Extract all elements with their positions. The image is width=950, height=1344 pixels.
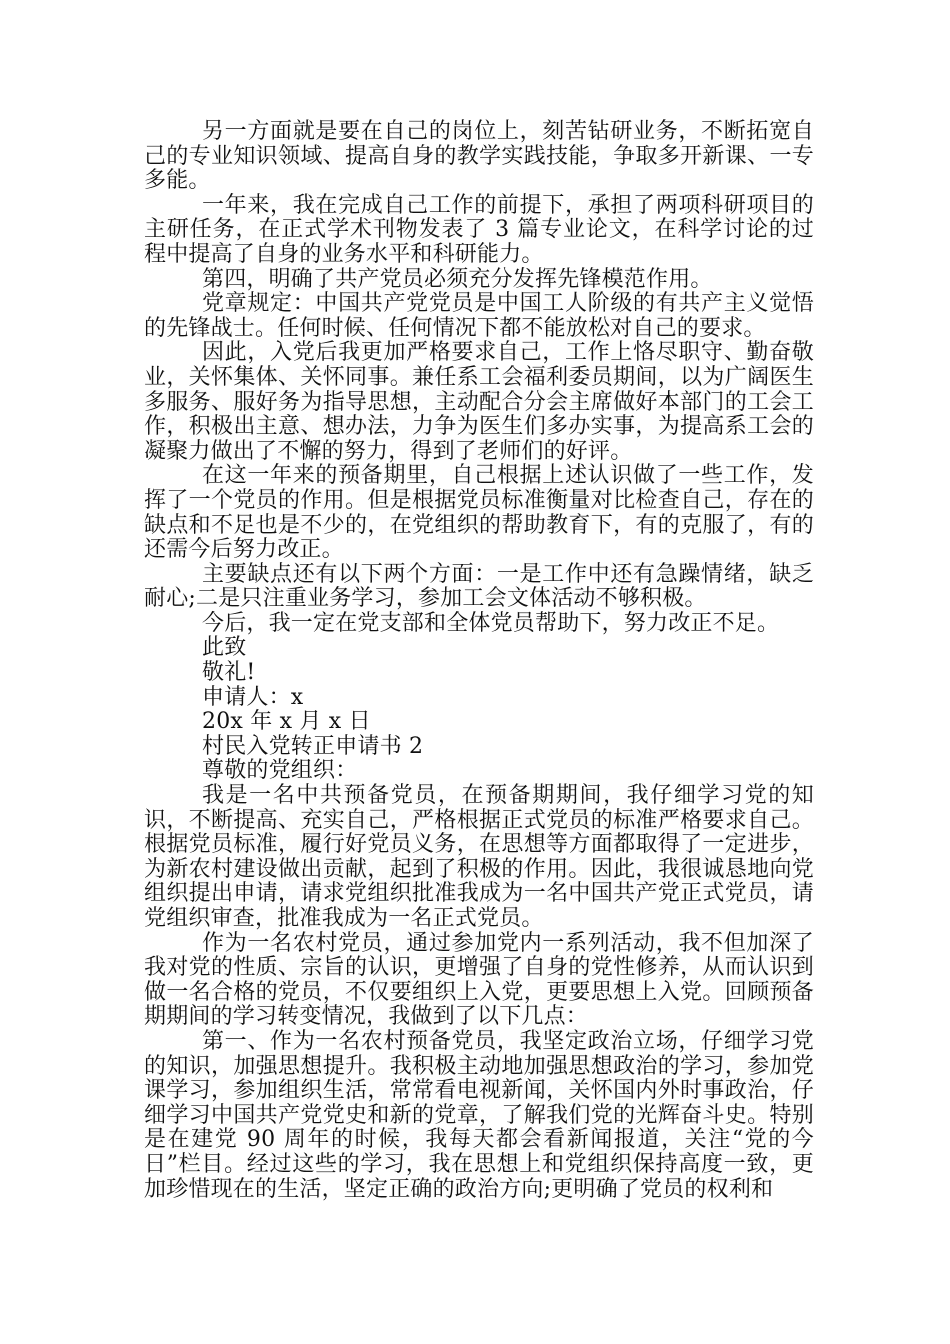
closing-line: 敬礼!	[202, 660, 256, 686]
paragraph-6: 在这一年来的预备期里，自己根据上述认识做了一些工作，发挥了一个党员的作用。但是根据党员标准衡量对比检查自己，存在的缺点和不足也是不少的，在党组织的帮助教育下，有的克服了，有的还需今后努力改正。	[144, 463, 814, 563]
paragraph-5: 因此，入党后我更加严格要求自己，工作上恪尽职守、勤奋敬业，关怀集体、关怀同事。兼任系工会福利委员期间，以为广阔医生多服务、服好务为指导思想，主动配合分会主席做好本部门的工会工作，积极出主意、想办法，力争为医生们多办实事，为提高系工会的凝聚力做出了不懈的努力，得到了老师们的好评。	[144, 340, 814, 464]
paragraph-3: 第四，明确了共产党员必须充分发挥先锋模范作用。	[202, 266, 713, 292]
paragraph-8: 今后，我一定在党支部和全体党员帮助下，努力改正不足。	[202, 610, 780, 636]
paragraph-11: 第一、作为一名农村预备党员，我坚定政治立场，仔细学习党的知识，加强思想提升。我积极主动地加强思想政治的学习，参加党课学习，参加组织生活，常常看电视新闻，关怀国内外时事政治，仔细学习中国共产党党史和新的党章，了解我们党的光辉奋斗史。特别是在建党 90 周年的时候，我每天都会看新闻报道，关注“党的今日”栏目。经过这些的学习，我在思想上和党组织保持高度一致，更加珍惜现在的生活，坚定正确的政治方向;更明确了党员的权利和	[144, 1028, 814, 1202]
paragraph-1: 另一方面就是要在自己的岗位上，刻苦钻研业务，不断拓宽自己的专业知识领域、提高自身的教学实践技能，争取多开新课、一专多能。	[144, 119, 814, 194]
applicant-line: 申请人：x	[202, 684, 304, 710]
document-body	[144, 120, 814, 1202]
paragraph-9: 我是一名中共预备党员，在预备期期间，我仔细学习党的知识，不断提高、充实自己，严格根据正式党员的标准严格要求自己。根据党员标准，履行好党员义务，在思想等方面都取得了一定进步，为新农村建设做出贡献，起到了积极的作用。因此，我很诚恳地向党组织提出申请，请求党组织批准我成为一名中国共产党正式党员，请党组织审查，批准我成为一名正式党员。	[144, 783, 814, 931]
date-line: 20x 年 x 月 x 日	[202, 709, 371, 735]
paragraph-2: 一年来，我在完成自己工作的前提下，承担了两项科研项目的主研任务，在正式学术刊物发表了 3 篇专业论文，在科学讨论的过程中提高了自身的业务水平和科研能力。	[144, 192, 814, 267]
paragraph-10: 作为一名农村党员，通过参加党内一系列活动，我不但加深了我对党的性质、宗旨的认识，更增强了自身的党性修养，从而认识到做一名合格的党员，不仅要组织上入党，更要思想上入党。回顾预备期期间的学习转变情况，我做到了以下几点：	[144, 930, 814, 1030]
greeting-line: 尊敬的党组织：	[202, 758, 358, 784]
paragraph-7: 主要缺点还有以下两个方面：一是工作中还有急躁情绪，缺乏耐心;二是只注重业务学习，参加工会文体活动不够积极。	[144, 561, 814, 612]
paragraph-4: 党章规定：中国共产党党员是中国工人阶级的有共产主义觉悟的先锋战士。任何时候、任何情况下都不能放松对自己的要求。	[144, 291, 814, 341]
section-title: 村民入党转正申请书 2	[202, 733, 424, 759]
salutation-line: 此致	[202, 635, 247, 661]
